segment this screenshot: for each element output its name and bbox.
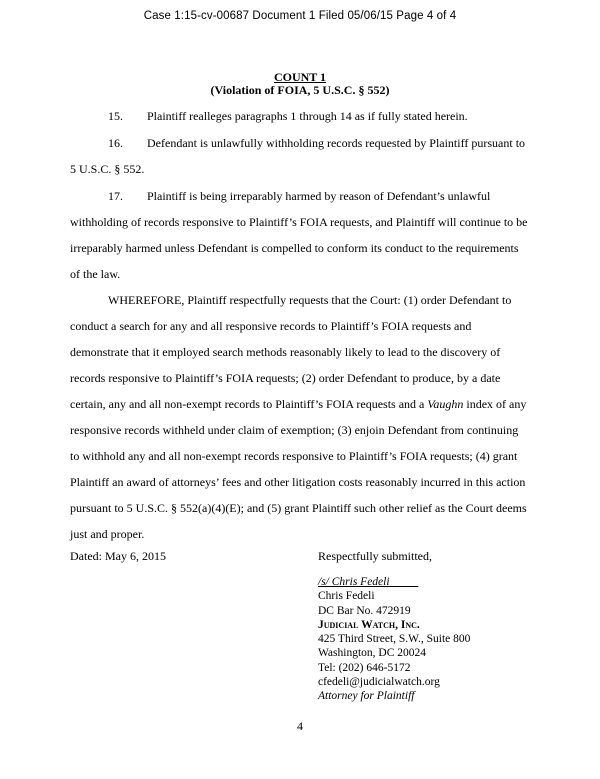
attorney-role: Attorney for Plaintiff bbox=[318, 690, 415, 703]
paragraph-16: 16. Defendant is unlawfully withholding records requested by Plaintiff pursuant to 5 U.S.C. § 552. bbox=[70, 136, 526, 176]
paragraph-17: 17. Plaintiff is being irreparably harmed by reason of Defendant’s unlawful withholding of records responsive to Plaintiff’s FOIA requests, and Plaintiff will continue to be irreparably harmed unless Defendant is compelled to conform its conduct to the requirements of the law. bbox=[70, 189, 528, 281]
count-title: COUNT 1 bbox=[273, 70, 327, 84]
wherefore-text-2: index of any responsive records withheld under claim of exemption; (3) enjoin Defendant from continuing to withhold any and all non-exempt records responsive to Plaintiff’s FOIA requests; (4) grant Plaintiff an award of attorneys’ fees and other litigation costs reasonably incurred in this action pursuant to 5 U.S.C. § 552(a)(4)(E); and (5) grant Plaintiff such other relief as the Court deems just and proper. bbox=[70, 397, 527, 541]
email-address: cfedeli@judicialwatch.org bbox=[318, 676, 440, 689]
signature-block bbox=[318, 575, 470, 704]
wherefore-paragraph bbox=[70, 287, 530, 547]
case-header: Case 1:15-cv-00687 Document 1 Filed 05/06/15 Page 4 of 4 bbox=[143, 10, 457, 22]
address-line-2: Washington, DC 20024 bbox=[318, 647, 427, 660]
address-line-1: 425 Third Street, S.W., Suite 800 bbox=[318, 633, 471, 646]
page-number: 4 bbox=[297, 719, 303, 733]
signature-line bbox=[318, 575, 470, 589]
wherefore-text-1: WHEREFORE, Plaintiff respectfully requests that the Court: (1) order Defendant to conduct a search for any and all responsive records to Plaintiff’s FOIA requests and demonstrate that it employed search methods reasonably likely to lead to the discovery of records responsive to Plaintiff’s FOIA requests; (2) order Defendant to produce, by a date certain, any and all non-exempt records to Plaintiff’s FOIA requests and a bbox=[70, 293, 512, 411]
firm-name: Judicial Watch, Inc. bbox=[318, 618, 420, 631]
attorney-name: Chris Fedeli bbox=[318, 590, 375, 603]
respectfully-submitted: Respectfully submitted, bbox=[318, 549, 432, 563]
count-subtitle: (Violation of FOIA, 5 U.S.C. § 552) bbox=[210, 83, 390, 97]
telephone: Tel: (202) 646-5172 bbox=[318, 661, 411, 674]
signature-text: /s/ Chris Fedeli bbox=[318, 576, 390, 588]
vaughn-italic: Vaughn bbox=[427, 397, 464, 411]
paragraph-15: 15. Plaintiff realleges paragraphs 1 through 14 as if fully stated herein. bbox=[108, 109, 468, 123]
dated-line: Dated: May 6, 2015 bbox=[70, 549, 166, 563]
bar-number: DC Bar No. 472919 bbox=[318, 604, 411, 617]
